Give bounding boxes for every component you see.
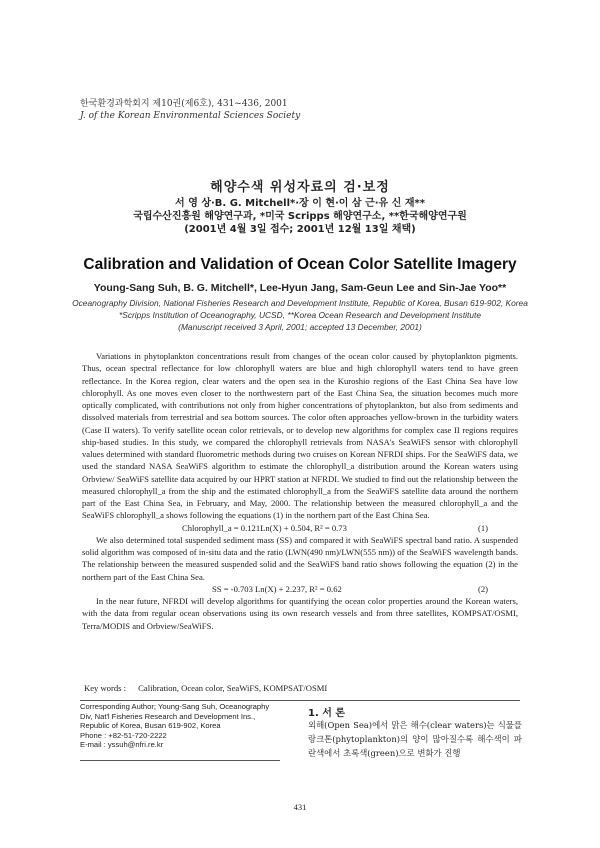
journal-header [80,98,300,122]
equation-body: Chlorophyll_a = 0.121Ln(X) + 0.504, R² = 0.73 [182,522,347,533]
corr-line: Div, Nat'l Fisheries Research and Development Ins., [80,711,256,721]
korean-affiliations: 국립수산진흥원 해양연구과, *미국 Scripps 해양연구소, **한국해양연구원 [133,211,467,222]
manuscript-dates: (Manuscript received 3 April, 2001; accepted 13 December, 2001) [178,322,422,332]
equation-1 [82,522,518,534]
affiliations [0,297,600,333]
divider [80,700,520,701]
equation-number: (2) [478,583,489,594]
section-heading: 1. 서 론 [308,708,346,719]
corr-line: Republic of Korea, Busan 619-902, Korea [80,721,221,731]
abstract [82,350,518,632]
affiliation-line: Oceanography Division, National Fisheries Research and Development Institute, Republic of Korea, Busan 619-902, Korea [72,298,528,308]
korean-title: 해양수색 위성자료의 검·보정 [210,180,390,195]
abstract-paragraph: Variations in phytoplankton concentrations result from changes of the ocean color caused by phytoplankton pigments. Thus, ocean spectral reflectance for low chlorophyll waters are blue and high chlorophyll waters tend to have green reflectance. In the Korea region, clear waters and the open sea in the Kuroshio regions of the East China Sea have low chlorophyll. As one moves even closer to the northwestern part of the East China Sea, the situation becomes much more optically complicated, with contributions not only from higher concentrations of phytoplankton, but also from sediments and dissolved materials from terrestrial and sea bottom sources. The color often approaches yellow-brown in the turbidity waters (Case II waters). To verify satellite ocean color retrievals, or to develop new algorithms for complex case II regions requires ship-based studies. In this study, we compared the chlorophyll retrievals from NASA's SeaWiFS sensor with chlorophyll values determined with standard fluorometric methods during two cruises on Korean NFRDI ships. For the SeaWiFS data, we used the standard NASA SeaWiFS algorithm to estimate the chlorophyll_a distribution around the Korean waters using Orbview/ SeaWiFS satellite data acquired by our HPRT station at NFRDI. We studied to find out the relationship between the measured chlorophyll_a from the ship and the estimated chlorophyll_a from the SeaWiFS satellite data around the northern part of the East China Sea, in February, and May, 2000. The relationship between the measured chlorophyll_a and the SeaWiFS chlorophyll_a shows following the equations (1) in the northern part of the East China Sea. [82,351,518,521]
page-number: 431 [293,802,307,812]
corr-divider [80,760,280,761]
corr-line: Corresponding Author; Young-Sang Suh, Oceanography [80,702,270,711]
abstract-paragraph: In the near future, NFRDI will develop algorithms for quantifying the ocean color properties around the Korean waters, with the data from regular ocean observations using its own research vessels and from three satellites, KOMPSAT/OSMI, Terra/MODIS and Orbview/SeaWiFS. [82,596,518,631]
korean-authors: 서 영 상·B. G. Mitchell*·장 이 현·이 삼 근·유 신 재** [175,198,425,209]
korean-dates: (2001년 4월 3일 접수; 2001년 12월 13일 채택) [184,224,416,235]
korean-author-block [0,197,600,236]
equation-2 [82,583,518,595]
equation-number: (1) [478,522,489,533]
keywords-text: Calibration, Ocean color, SeaWiFS, KOMPSAT/OSMI [138,683,328,693]
equation-body: SS = -0.703 Ln(X) + 2.237, R² = 0.62 [212,583,342,594]
corr-email: E-mail : yssuh@nfri.re.kr [80,740,164,750]
keywords [84,683,327,693]
affiliation-line: *Scripps Institution of Oceanography, UCSD, **Korea Ocean Research and Development Institute [118,310,482,320]
journal-english: J. of the Korean Environmental Sciences Society [80,111,301,121]
english-title: Calibration and Validation of Ocean Color Satellite Imagery [83,256,517,273]
keywords-label: Key words : [84,683,127,693]
english-authors: Young-Sang Suh, B. G. Mitchell*, Lee-Hyun Jang, Sam-Geun Lee and Sin-Jae Yoo** [93,282,507,294]
journal-korean: 한국환경과학회지 제10권(제6호), 431~436, 2001 [80,99,288,109]
intro-text: 외해(Open Sea)에서 맑은 해수(clear waters)는 식물플랑크톤(phytoplankton)의 양이 많아질수록 해수색이 파란색에서 초록색(green)으로 변화가 진행 [308,720,522,758]
corr-phone: Phone : +82-51-720-2222 [80,730,167,740]
abstract-paragraph: We also determined total suspended sediment mass (SS) and compared it with SeaWiFS spectral band ratio. A suspended solid algorithm was composed of in-situ data and the ratio (LWN(490 nm)/LWN(555 nm)) of the SeaWiFS wavelength bands. The relationship between the measured suspended solid and the SeaWiFS band ratio shows following the equation (2) in the northern part of the East China Sea. [82,534,518,582]
corresponding-author [80,702,280,750]
